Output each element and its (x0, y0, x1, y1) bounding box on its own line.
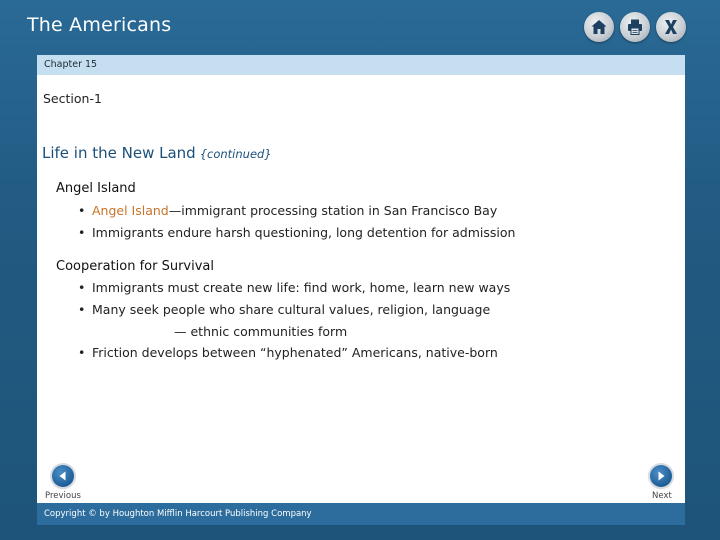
app-title: The Americans (27, 14, 172, 36)
next-button[interactable] (650, 465, 672, 487)
bullet-text: Many seek people who share cultural values, religion, language (92, 302, 491, 317)
bullet-text: Friction develops between “hyphenated” Americans, native-born (92, 345, 498, 360)
home-icon (590, 18, 608, 36)
highlight-term: Angel Island (92, 203, 169, 218)
list-item (78, 280, 511, 295)
arrow-left-icon (57, 467, 69, 486)
list-item (78, 345, 498, 360)
bullet-dot: • (78, 203, 86, 218)
next-label[interactable]: Next (652, 491, 672, 501)
copyright-text: Copyright © by Houghton Mifflin Harcourt Publishing Company (44, 509, 312, 519)
bullet-dot: • (78, 345, 86, 360)
printer-icon (626, 18, 644, 36)
close-icon (662, 18, 680, 36)
bullet-continuation: — ethnic communities form (174, 324, 348, 339)
list-item (78, 203, 498, 218)
list-item (78, 302, 491, 317)
slide-title (42, 144, 272, 162)
print-button[interactable] (620, 12, 650, 42)
arrow-right-icon (655, 467, 667, 486)
heading-cooperation: Cooperation for Survival (56, 259, 214, 274)
slide-content (37, 75, 685, 503)
close-button[interactable] (656, 12, 686, 42)
bullet-text: —immigrant processing station in San Francisco Bay (168, 203, 498, 218)
bullet-dot: • (78, 280, 86, 295)
chapter-label: Chapter 15 (44, 59, 98, 70)
previous-button[interactable] (52, 465, 74, 487)
footer-bar (37, 503, 685, 525)
bullet-text: Immigrants must create new life: find work, home, learn new ways (92, 280, 511, 295)
chapter-bar (37, 55, 685, 75)
list-item (78, 225, 516, 240)
slide-title-continued: {continued} (199, 147, 272, 161)
bullet-text: Immigrants endure harsh questioning, long detention for admission (92, 225, 516, 240)
slide-title-text: Life in the New Land (42, 144, 196, 162)
heading-angel-island: Angel Island (56, 181, 136, 196)
home-button[interactable] (584, 12, 614, 42)
bullet-dot: • (78, 302, 86, 317)
section-label: Section-1 (43, 91, 102, 106)
bullet-dot: • (78, 225, 86, 240)
previous-label[interactable]: Previous (45, 491, 81, 501)
